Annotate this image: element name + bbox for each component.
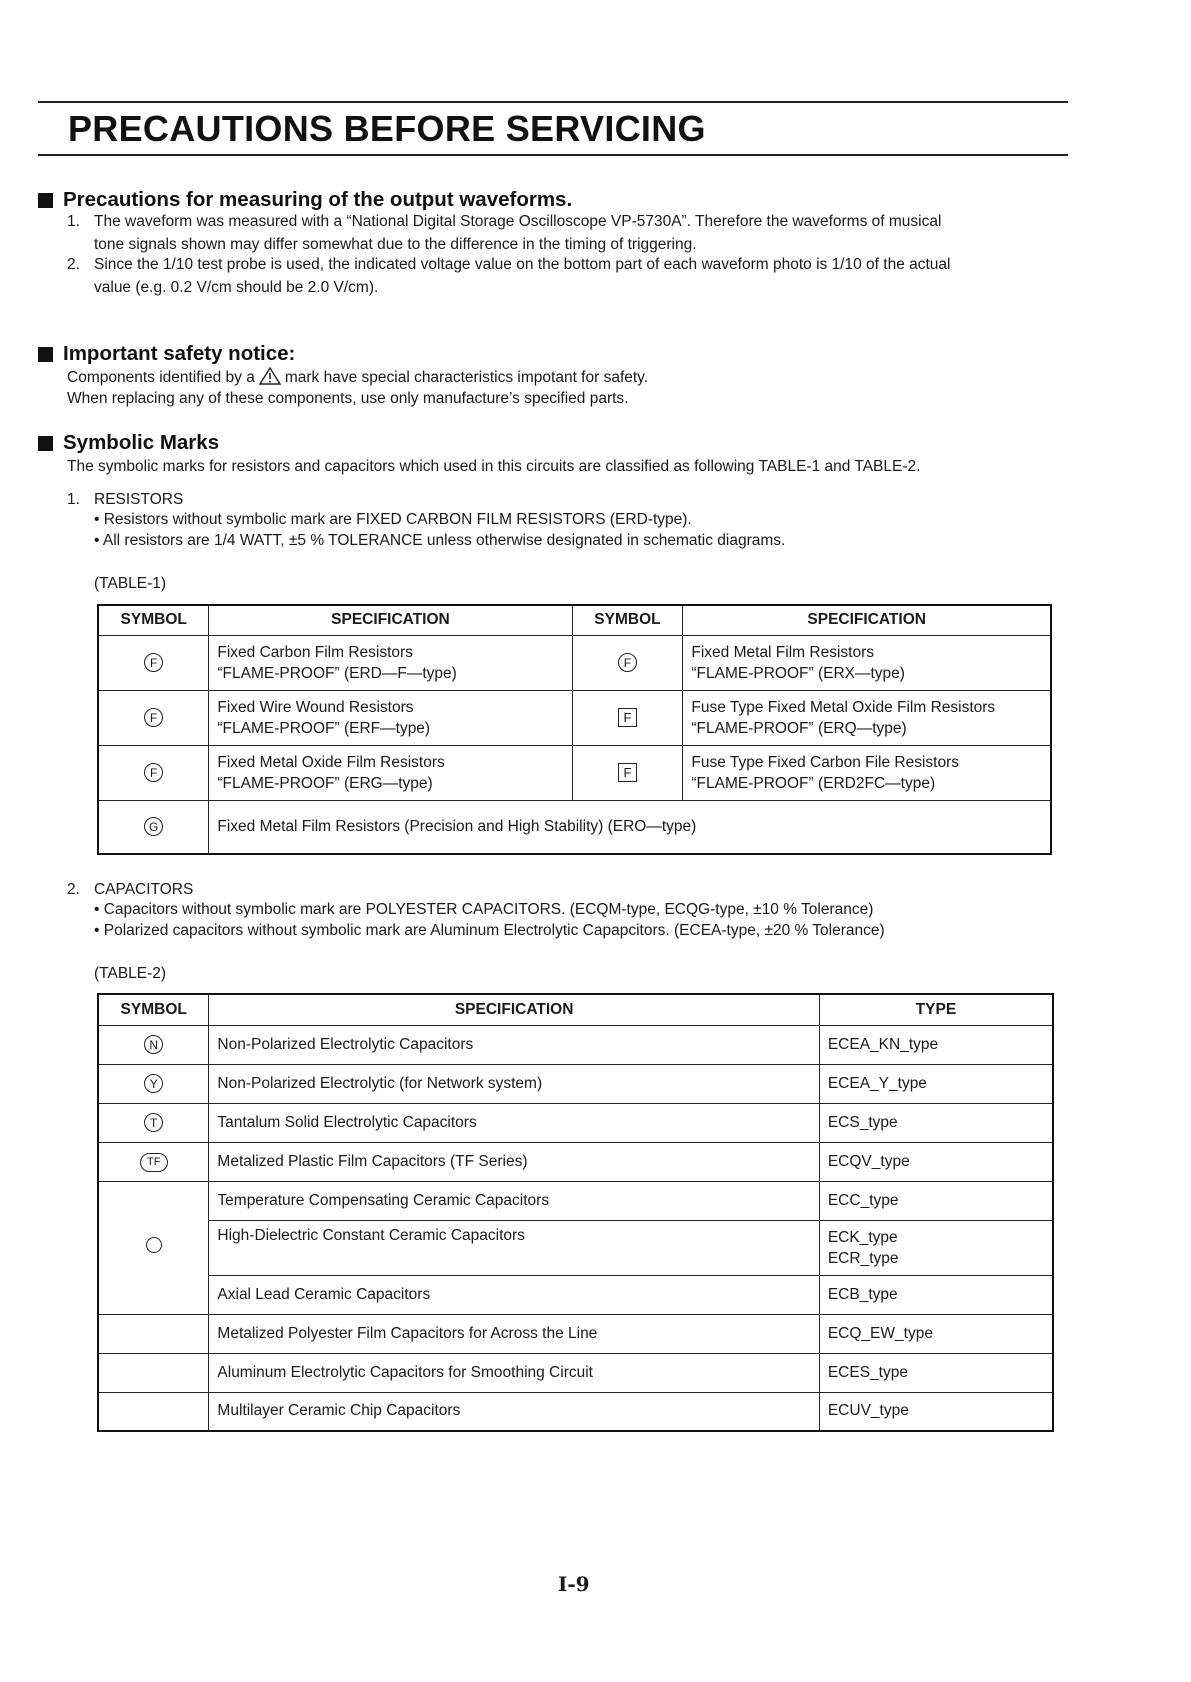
safety-line-1: Components identified by a mark have special characteristics impotant for safety.: [67, 369, 649, 386]
table-row: T Tantalum Solid Electrolytic Capacitors ECS_type: [98, 1103, 1053, 1142]
table-row: N Non-Polarized Electrolytic Capacitors ECEA_KN_type: [98, 1025, 1053, 1064]
top-rule: [38, 101, 1068, 103]
warning-triangle-icon: [259, 367, 281, 385]
circled-y-symbol: Y: [144, 1074, 163, 1093]
table-row: Temperature Compensating Ceramic Capacitors ECC_type: [98, 1181, 1053, 1220]
capacitors-item: 2. CAPACITORS: [67, 881, 194, 898]
table-row: Metalized Polyester Film Capacitors for Across the Line ECQ_EW_type: [98, 1314, 1053, 1353]
resistors-item: 1. RESISTORS: [67, 491, 184, 508]
capacitors-bullet-2: • Polarized capacitors without symbolic mark are Aluminum Electrolytic Capapcitors. (ECEA-type, ±20 % Tolerance): [94, 922, 885, 939]
bullet-square-icon: [38, 436, 53, 451]
resistor-table: [97, 604, 1052, 855]
table-header-row: SYMBOL SPECIFICATION TYPE: [98, 994, 1053, 1025]
circled-t-symbol: T: [144, 1113, 163, 1132]
circled-tf-symbol: TF: [140, 1153, 168, 1172]
page-title: PRECAUTIONS BEFORE SERVICING: [68, 108, 706, 149]
boxed-f-symbol: F: [618, 708, 637, 727]
circled-f-symbol: F: [618, 653, 637, 672]
list-item: 1. The waveform was measured with a “National Digital Storage Oscilloscope VP-5730A”. Therefore the waveforms of musical tone signals shown may differ somewhat due to the difference in the timing of triggering.: [67, 213, 942, 253]
table1-label: (TABLE-1): [94, 575, 167, 592]
table-row: F Fixed Wire Wound Resistors “FLAME-PROOF” (ERF—type) F Fuse Type Fixed Metal Oxide Film Resistors “FLAME-PROOF” (ERQ—type): [98, 690, 1051, 745]
table2-label: (TABLE-2): [94, 965, 167, 982]
safety-heading: Important safety notice:: [38, 342, 295, 366]
table-row: Multilayer Ceramic Chip Capacitors ECUV_type: [98, 1392, 1053, 1431]
title-underline: [38, 154, 1068, 156]
empty-circle-symbol: [146, 1237, 162, 1253]
symbolic-heading: Symbolic Marks: [38, 431, 219, 455]
table-row: High-Dielectric Constant Ceramic Capacitors ECK_type ECR_type: [98, 1220, 1053, 1275]
symbolic-intro: The symbolic marks for resistors and capacitors which used in this circuits are classified as following TABLE-1 and TABLE-2.: [67, 458, 921, 475]
table-row: F Fixed Metal Oxide Film Resistors “FLAME-PROOF” (ERG—type) F Fuse Type Fixed Carbon File Resistors “FLAME-PROOF” (ERD2FC—type): [98, 745, 1051, 800]
table-row: Y Non-Polarized Electrolytic (for Network system) ECEA_Y_type: [98, 1064, 1053, 1103]
waveforms-heading: Precautions for measuring of the output waveforms.: [38, 188, 572, 212]
list-item: 2. Since the 1/10 test probe is used, the indicated voltage value on the bottom part of each waveform photo is 1/10 of the actual value (e.g. 0.2 V/cm should be 2.0 V/cm).: [67, 256, 951, 296]
circled-f-symbol: F: [144, 763, 163, 782]
table-row: TF Metalized Plastic Film Capacitors (TF Series) ECQV_type: [98, 1142, 1053, 1181]
circled-f-symbol: F: [144, 708, 163, 727]
capacitors-bullet-1: • Capacitors without symbolic mark are POLYESTER CAPACITORS. (ECQM-type, ECQG-type, ±10 % Tolerance): [94, 901, 874, 918]
capacitor-table: [97, 993, 1054, 1432]
bullet-square-icon: [38, 347, 53, 362]
table-header-row: SYMBOL SPECIFICATION SYMBOL SPECIFICATION: [98, 605, 1051, 635]
table-row: Aluminum Electrolytic Capacitors for Smoothing Circuit ECES_type: [98, 1353, 1053, 1392]
page-number: I-9: [558, 1572, 590, 1596]
circled-n-symbol: N: [144, 1035, 163, 1054]
resistors-bullet-1: • Resistors without symbolic mark are FIXED CARBON FILM RESISTORS (ERD-type).: [94, 511, 692, 528]
bullet-square-icon: [38, 193, 53, 208]
boxed-f-symbol: F: [618, 763, 637, 782]
circled-g-symbol: G: [144, 817, 163, 836]
table-row: Axial Lead Ceramic Capacitors ECB_type: [98, 1275, 1053, 1314]
table-row: F Fixed Carbon Film Resistors “FLAME-PROOF” (ERD—F—type) F Fixed Metal Film Resistors “FLAME-PROOF” (ERX—type): [98, 635, 1051, 690]
circled-f-symbol: F: [144, 653, 163, 672]
safety-line-2: When replacing any of these components, use only manufacture’s specified parts.: [67, 390, 629, 407]
table-row: G Fixed Metal Film Resistors (Precision and High Stability) (ERO—type): [98, 800, 1051, 854]
resistors-bullet-2: • All resistors are 1/4 WATT, ±5 % TOLERANCE unless otherwise designated in schematic diagrams.: [94, 532, 786, 549]
